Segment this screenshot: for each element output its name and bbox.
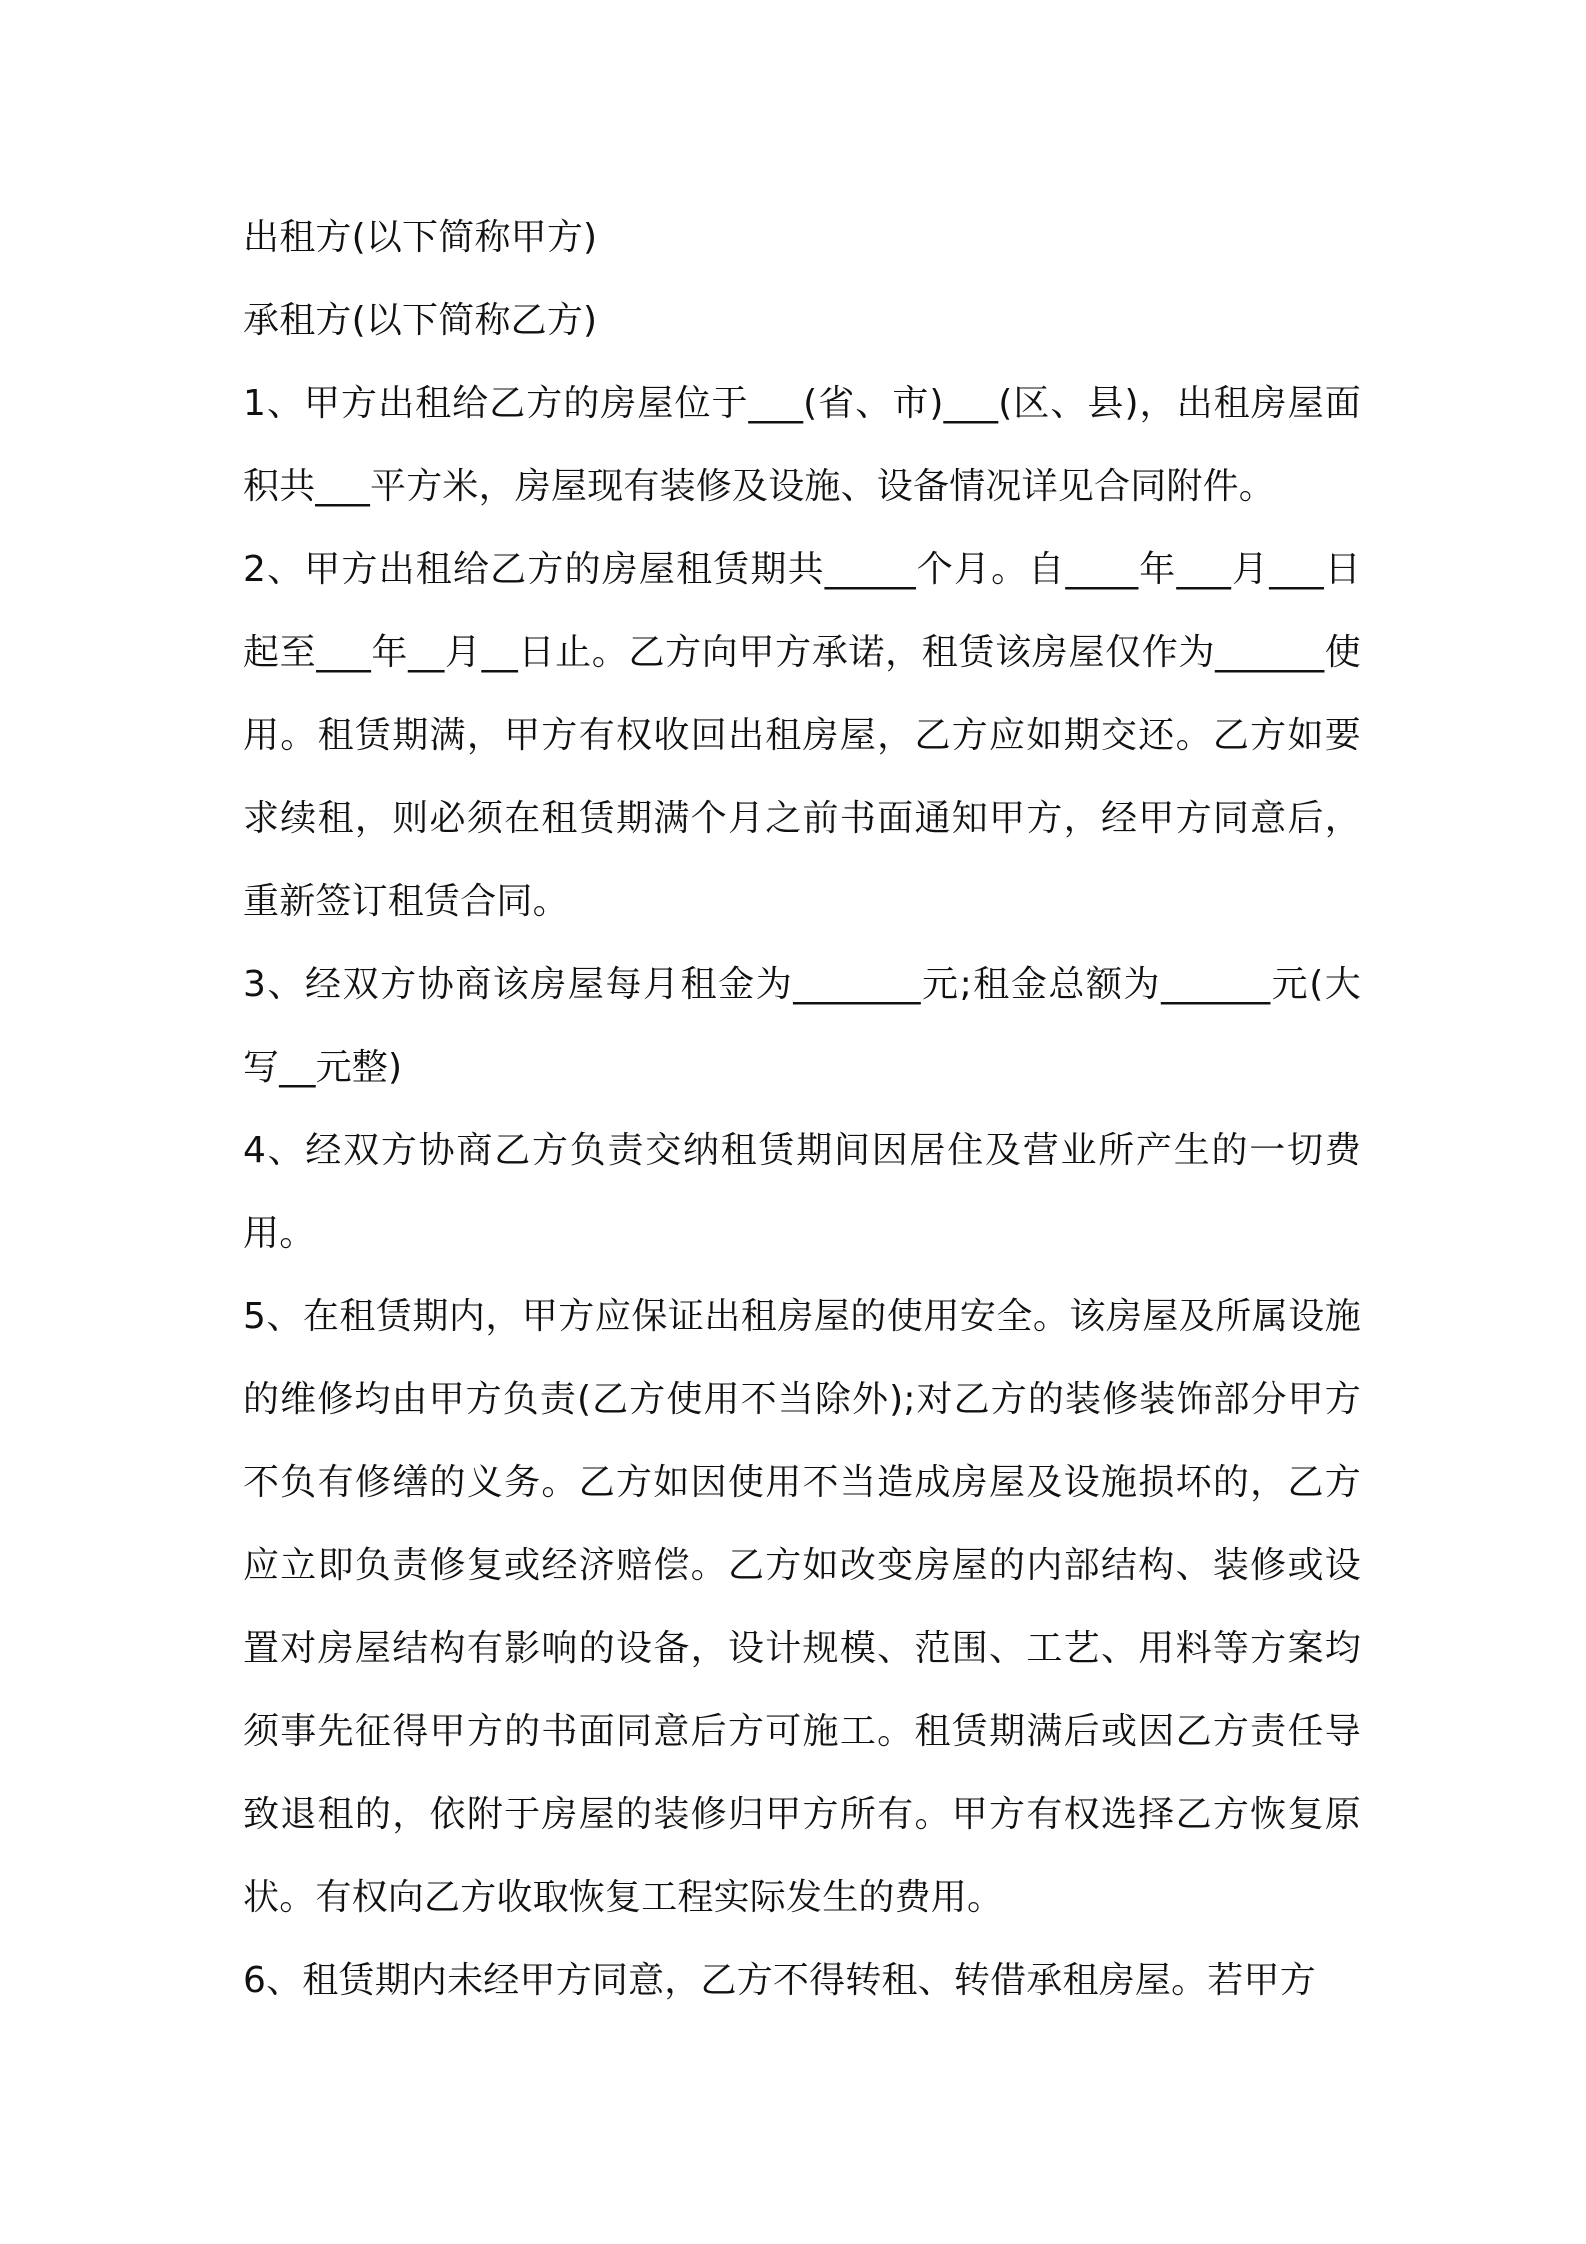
clause-6: 6、租赁期内未经甲方同意，乙方不得转租、转借承租房屋。若甲方	[243, 1960, 1316, 2001]
clause-1: 1、甲方出租给乙方的房屋位于___(省、市)___(区、县)，出租房屋面积共___平方米，房屋现有装修及设施、设备情况详见合同附件。	[243, 383, 1361, 507]
clause-4: 4、经双方协商乙方负责交纳租赁期间因居住及营业所产生的一切费用。	[243, 1130, 1361, 1254]
clause-5: 5、在租赁期内，甲方应保证出租房屋的使用安全。该房屋及所属设施的维修均由甲方负责(乙方使用不当除外);对乙方的装修装饰部分甲方不负有修缮的义务。乙方如因使用不当造成房屋及设施损坏的，乙方应立即负责修复或经济赔偿。乙方如改变房屋的内部结构、装修或设置对房屋结构有影响的设备，设计规模、范围、工艺、用料等方案均须事先征得甲方的书面同意后方可施工。租赁期满后或因乙方责任导致退租的，依附于房屋的装修归甲方所有。甲方有权选择乙方恢复原状。有权向乙方收取恢复工程实际发生的费用。	[243, 1296, 1361, 1918]
clause-2: 2、甲方出租给乙方的房屋租赁期共_____个月。自____年___月___日起至___年__月__日止。乙方向甲方承诺，租赁该房屋仅作为______使用。租赁期满，甲方有权收回出租房屋，乙方应如期交还。乙方如要求续租，则必须在租赁期满个月之前书面通知甲方，经甲方同意后，重新签订租赁合同。	[243, 549, 1361, 922]
contract-body	[243, 196, 1361, 2022]
lessee-line: 承租方(以下简称乙方)	[243, 300, 598, 341]
clause-3: 3、经双方协商该房屋每月租金为_______元;租金总额为______元(大写__元整)	[243, 964, 1361, 1088]
lessor-line: 出租方(以下简称甲方)	[243, 217, 598, 258]
